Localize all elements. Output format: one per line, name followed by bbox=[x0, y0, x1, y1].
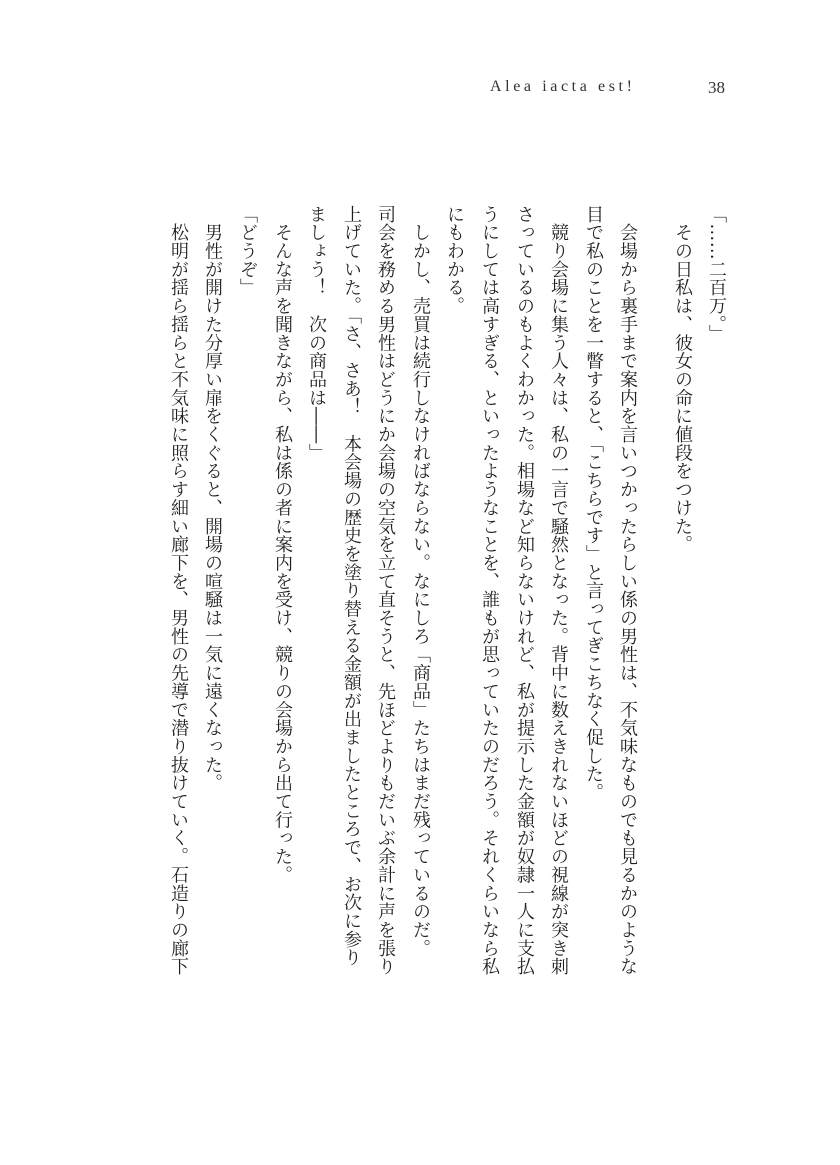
text-column: 会場から裏手まで案内を言いつかったらしい係の男性は、不気味なものでも見るかのような bbox=[617, 205, 638, 976]
text-column: 目で私のことを一瞥すると、「こちらです」と言ってぎこちなく促した。 bbox=[583, 205, 604, 802]
text-column: 松明が揺ら揺らと不気味に照らす細い廊下を、男性の先導で潜り抜けていく。石造りの廊下 bbox=[168, 205, 189, 976]
text-column: 男性が開けた分厚い扉をくぐると、開場の喧騒は一気に遠くなった。 bbox=[202, 205, 223, 793]
text-column: 司会を務める男性はどうにか会場の空気を立て直そうと、先ほどよりもだいぶ余計に声を張り bbox=[375, 205, 396, 976]
text-column: 「……二百万。」 bbox=[706, 205, 727, 343]
text-column: しかし、売買は続行しなければならない。なにしろ「商品」たちはまだ残っているのだ。 bbox=[410, 205, 431, 958]
text-column: そんな声を聞きながら、私は係の者に案内を受け、競りの会場から出て行った。 bbox=[272, 205, 293, 884]
text-column: ましょう！ 次の商品は――」 bbox=[306, 205, 327, 462]
text-column: 上げていた。「さ、さあ！ 本会場の歴史を塗り替える金額が出ましたところで、お次に参り bbox=[341, 205, 362, 967]
text-column: にもわかる。 bbox=[444, 205, 465, 316]
running-title: Alea iacta est! bbox=[490, 78, 636, 95]
text-column: 競り会場に集う人々は、私の一言で騒然となった。背中に数えきれないほどの視線が突き刺 bbox=[548, 205, 569, 976]
page-number: 38 bbox=[708, 78, 725, 97]
text-column: うにしては高すぎる、といったようなことを、誰もが思っていたのだろう。それくらいなら私 bbox=[479, 205, 500, 976]
text-column: その日私は、彼女の命に値段をつけた。 bbox=[672, 205, 693, 554]
text-column: 「どうぞ」 bbox=[237, 205, 258, 297]
text-column: さっているのもよくわかった。相場など知らないけれど、私が提示した金額が奴隷一人に支払 bbox=[514, 205, 535, 976]
